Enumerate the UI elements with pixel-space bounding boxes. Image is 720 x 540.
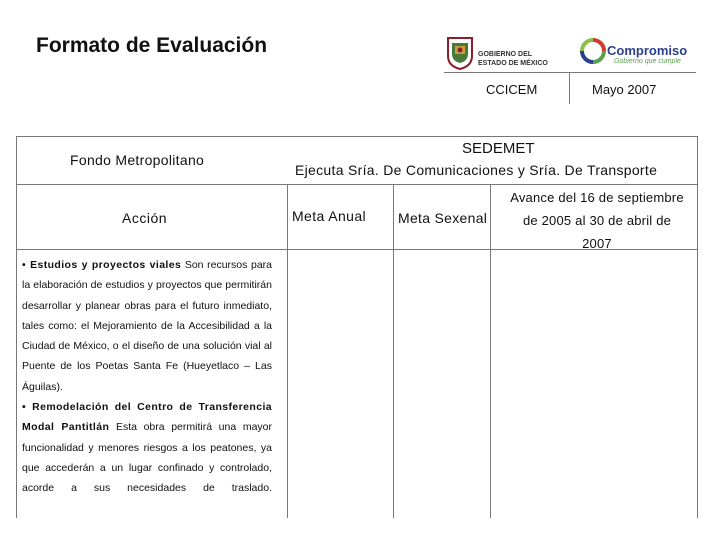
compromiso-logo-subtitle: Gobierno que cumple [614, 58, 681, 65]
compromiso-logo-title: Compromiso [607, 43, 688, 58]
table-header-rule [16, 184, 698, 185]
sedemet-label: SEDEMET [462, 140, 535, 157]
action-item-title: • Remodelación del Centro de Transferencia Modal Pantitlán [22, 401, 272, 434]
column-divider-1 [287, 184, 288, 518]
date-label: Mayo 2007 [592, 82, 657, 97]
compromiso-logo-icon [580, 38, 606, 64]
action-item-title: • Estudios y proyectos viales [22, 259, 182, 271]
ccicem-label: CCICEM [486, 82, 538, 97]
header-rule [444, 72, 696, 73]
ejecuta-label: Ejecuta Sría. De Comunicaciones y Sría. De Transporte [295, 162, 658, 178]
column-header-meta-anual: Meta Anual [292, 208, 367, 224]
column-header-avance: Avance del 16 de septiembre de 2005 al 30 de abril de 2007 [510, 190, 684, 251]
fondo-label: Fondo Metropolitano [70, 152, 205, 168]
column-header-meta-sexenal: Meta Sexenal [398, 210, 488, 226]
action-item [22, 255, 272, 397]
action-item-text: Esta obra permitirá una mayor funcionalidad y menores riesgos a los peatones, ya que accederán a un lugar confinado y controlado, acorde a sus necesidades de traslado. [22, 421, 272, 495]
gobierno-logo-text: GOBIERNO DEL ESTADO DE MÉXICO [478, 51, 548, 67]
action-item [22, 397, 272, 498]
column-header-accion: Acción [122, 210, 168, 226]
table-top-border [16, 136, 698, 137]
action-item-text: Son recursos para la elaboración de estudios y proyectos que permitirán desarrollar y planear obras para el futuro inmediato, tales como: el Mejoramiento de la Accesibilidad a la Ciudad de México, o el diseño de una solución vial al Puente de los Poetas Santa Fe (Hueyetlaco – Las Águilas). [22, 259, 273, 393]
state-seal-logo [446, 36, 474, 70]
column-divider-2 [393, 184, 394, 518]
table-left-border [16, 136, 17, 518]
header-divider [569, 72, 570, 104]
page-title: Formato de Evaluación [36, 34, 268, 57]
